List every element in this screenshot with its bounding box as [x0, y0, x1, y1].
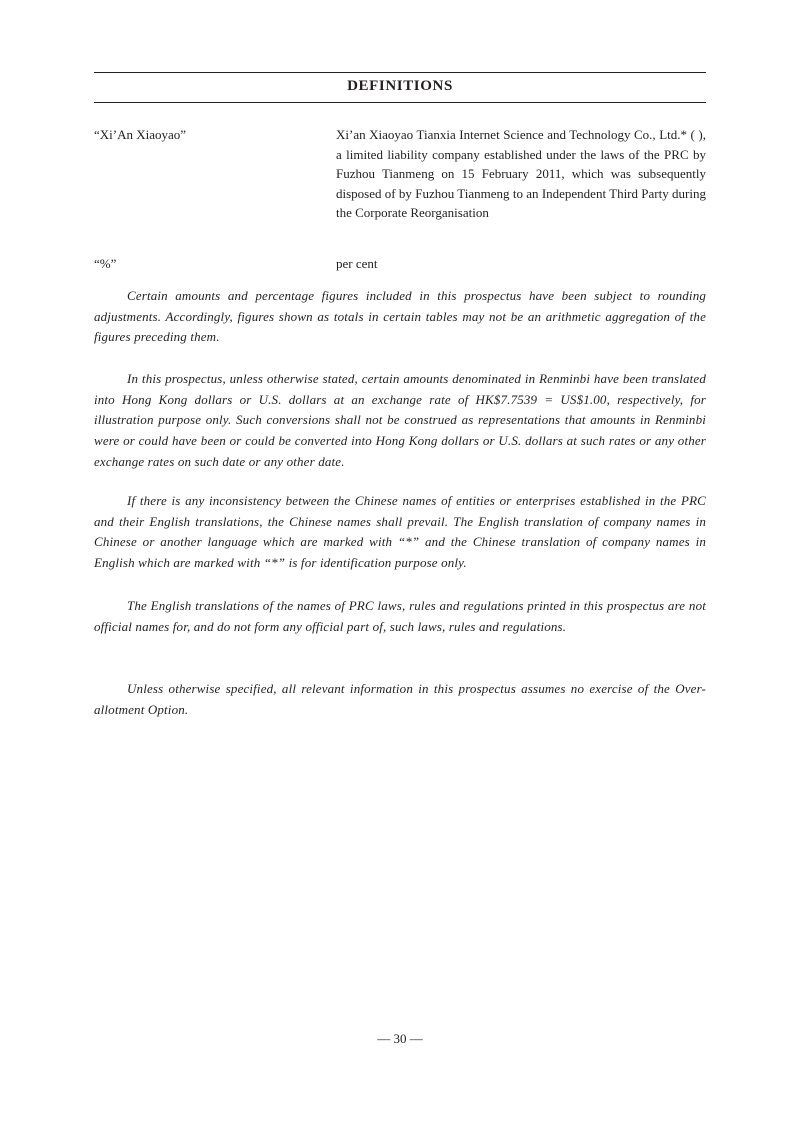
header-bottom-rule — [94, 102, 706, 103]
header-top-rule — [94, 72, 706, 73]
definition-entry-percent — [94, 254, 706, 276]
note-translation: If there is any inconsistency between the Chinese names of entities or enterprises established in the PRC and their English translations, the Chinese names shall prevail. The English translation of company names in Chinese or another language which are marked with “*” and the Chinese translation of company names in English which are marked with “*” is for identification purpose only. — [94, 493, 706, 571]
page-title: DEFINITIONS — [347, 78, 453, 94]
note-prc-laws: The English translations of the names of PRC laws, rules and regulations printed in this prospectus are not official names for, and do not form any official part of, such laws, rules and regulations. — [94, 598, 706, 634]
page-number: — 30 — — [377, 1031, 423, 1046]
definition-term: “%” — [94, 256, 117, 271]
definition-text: per cent — [336, 256, 378, 271]
note-over-allotment: Unless otherwise specified, all relevant information in this prospectus assumes no exercise of the Over-allotment Option. — [94, 681, 706, 717]
note-exchange-rate: In this prospectus, unless otherwise stated, certain amounts denominated in Renminbi have been translated into Hong Kong dollars or U.S. dollars at an exchange rate of HK$7.7539 = US$1.00, respectively, for illustration purpose only. Such conversions shall not be construed as representations that amounts in Renminbi were or could have been or could be converted into Hong Kong dollars or U.S. dollars at such rates or any other exchange rates on such date or any other date. — [94, 371, 706, 469]
definition-text: Xi’an Xiaoyao Tianxia Internet Science and Technology Co., Ltd.* ( ), a limited liability company established under the laws of the PRC by Fuzhou Tianmeng on 15 February 2011, which was subsequently disposed of by Fuzhou Tianmeng to an Independent Third Party during the Corporate Reorganisation — [336, 127, 706, 220]
definition-entry-xian-xiaoyao — [94, 125, 706, 245]
definition-term: “Xi’An Xiaoyao” — [94, 127, 187, 142]
note-rounding: Certain amounts and percentage figures included in this prospectus have been subject to rounding adjustments. Accordingly, figures shown as totals in certain tables may not be an arithmetic aggregation of the figures preceding them. — [94, 288, 706, 345]
